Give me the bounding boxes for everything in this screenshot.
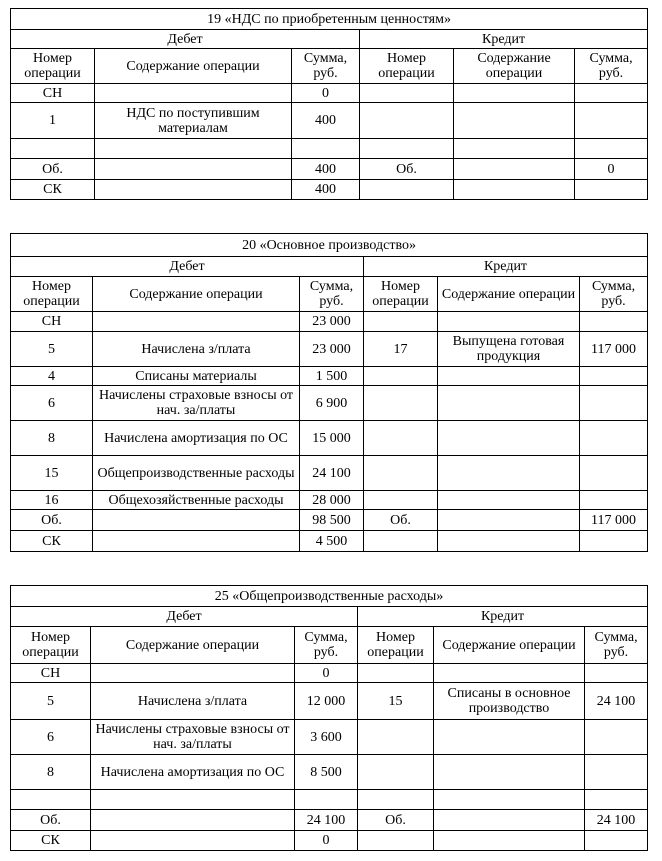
debit-content xyxy=(95,180,292,200)
credit-sum-header: Сумма, руб. xyxy=(585,627,648,664)
table-row xyxy=(11,790,648,810)
debit-op-no: СК xyxy=(11,180,95,200)
table-row xyxy=(11,831,648,851)
credit-op-no xyxy=(358,664,434,683)
debit-sum: 400 xyxy=(292,180,360,200)
credit-content: Выпущена готовая продукция xyxy=(438,332,580,367)
debit-sum: 24 100 xyxy=(295,810,358,831)
credit-sum xyxy=(575,84,648,103)
credit-content xyxy=(454,103,575,139)
debit-op-no: Об. xyxy=(11,810,91,831)
debit-content xyxy=(91,831,295,851)
credit-op-no: 17 xyxy=(364,332,438,367)
debit-header: Дебет xyxy=(11,257,364,277)
debit-sum: 400 xyxy=(292,159,360,180)
credit-content xyxy=(454,84,575,103)
credit-op-no xyxy=(364,531,438,552)
debit-sum: 24 100 xyxy=(300,456,364,491)
debit-op-no xyxy=(11,139,95,159)
credit-content xyxy=(438,491,580,510)
debit-content xyxy=(95,159,292,180)
table-row xyxy=(11,84,648,103)
debit-content: Списаны материалы xyxy=(93,367,300,386)
table-row xyxy=(11,367,648,386)
table-row xyxy=(11,456,648,491)
debit-op-no: 15 xyxy=(11,456,93,491)
account-25-table xyxy=(10,585,648,851)
debit-header: Дебет xyxy=(11,607,358,627)
debit-op-no-header: Номер операции xyxy=(11,627,91,664)
debit-content xyxy=(91,664,295,683)
credit-sum xyxy=(580,312,648,332)
debit-sum: 28 000 xyxy=(300,491,364,510)
credit-header: Кредит xyxy=(358,607,648,627)
credit-content xyxy=(434,755,585,790)
credit-content xyxy=(438,312,580,332)
credit-content-header: Содержание операции xyxy=(454,49,575,84)
debit-op-no: 5 xyxy=(11,683,91,720)
debit-op-no: 16 xyxy=(11,491,93,510)
debit-content xyxy=(91,810,295,831)
credit-sum xyxy=(580,491,648,510)
credit-sum xyxy=(575,103,648,139)
credit-content xyxy=(454,180,575,200)
table-row xyxy=(11,755,648,790)
credit-op-no xyxy=(360,139,454,159)
debit-sum-header: Сумма, руб. xyxy=(292,49,360,84)
credit-op-no-header: Номер операции xyxy=(364,277,438,312)
debit-op-no: СН xyxy=(11,312,93,332)
table-row xyxy=(11,332,648,367)
debit-op-no xyxy=(11,790,91,810)
credit-op-no: Об. xyxy=(364,510,438,531)
credit-content xyxy=(454,159,575,180)
table-row xyxy=(11,139,648,159)
debit-sum xyxy=(295,790,358,810)
debit-content xyxy=(93,531,300,552)
debit-content xyxy=(95,84,292,103)
credit-sum: 24 100 xyxy=(585,683,648,720)
credit-content xyxy=(434,790,585,810)
credit-content xyxy=(434,664,585,683)
credit-sum xyxy=(580,421,648,456)
table-row xyxy=(11,683,648,720)
table-row xyxy=(11,386,648,421)
debit-op-no: Об. xyxy=(11,510,93,531)
account-20-table xyxy=(10,233,648,552)
credit-content xyxy=(434,720,585,755)
credit-content: Списаны в основное производство xyxy=(434,683,585,720)
debit-op-no: 8 xyxy=(11,755,91,790)
debit-sum xyxy=(292,139,360,159)
credit-sum xyxy=(580,456,648,491)
debit-sum: 3 600 xyxy=(295,720,358,755)
credit-sum xyxy=(585,755,648,790)
credit-op-no: Об. xyxy=(358,810,434,831)
debit-sum-header: Сумма, руб. xyxy=(300,277,364,312)
credit-content xyxy=(434,810,585,831)
credit-op-no xyxy=(364,491,438,510)
credit-sum: 117 000 xyxy=(580,510,648,531)
debit-content: Начислена амортизация по ОС xyxy=(93,421,300,456)
credit-op-no xyxy=(364,312,438,332)
table-row xyxy=(11,312,648,332)
credit-content xyxy=(438,456,580,491)
debit-sum: 4 500 xyxy=(300,531,364,552)
debit-sum: 23 000 xyxy=(300,312,364,332)
debit-op-no: 5 xyxy=(11,332,93,367)
debit-op-no: 8 xyxy=(11,421,93,456)
debit-header: Дебет xyxy=(11,30,360,49)
table-row xyxy=(11,510,648,531)
credit-content xyxy=(438,421,580,456)
credit-content-header: Содержание операции xyxy=(434,627,585,664)
table-row xyxy=(11,664,648,683)
credit-op-no xyxy=(360,103,454,139)
debit-sum: 6 900 xyxy=(300,386,364,421)
credit-op-no xyxy=(358,720,434,755)
debit-content: Общехозяйственные расходы xyxy=(93,491,300,510)
debit-sum: 15 000 xyxy=(300,421,364,456)
debit-content: Начислена амортизация по ОС xyxy=(91,755,295,790)
debit-op-no: СН xyxy=(11,84,95,103)
credit-op-no xyxy=(360,180,454,200)
credit-op-no: Об. xyxy=(360,159,454,180)
credit-sum xyxy=(575,180,648,200)
debit-content-header: Содержание операции xyxy=(95,49,292,84)
credit-sum xyxy=(580,386,648,421)
debit-sum: 98 500 xyxy=(300,510,364,531)
credit-sum xyxy=(585,831,648,851)
table-row xyxy=(11,180,648,200)
account-title: 20 «Основное производство» xyxy=(11,234,648,257)
debit-sum: 0 xyxy=(295,664,358,683)
debit-op-no-header: Номер операции xyxy=(11,49,95,84)
debit-content xyxy=(91,790,295,810)
debit-content xyxy=(93,312,300,332)
credit-content xyxy=(454,139,575,159)
debit-content: Начислены страховые взносы от нач. за/платы xyxy=(91,720,295,755)
credit-header: Кредит xyxy=(364,257,648,277)
credit-sum: 0 xyxy=(575,159,648,180)
credit-sum xyxy=(585,720,648,755)
credit-header: Кредит xyxy=(360,30,648,49)
debit-op-no: 6 xyxy=(11,386,93,421)
debit-content xyxy=(95,139,292,159)
debit-content: НДС по поступившим материалам xyxy=(95,103,292,139)
credit-sum-header: Сумма, руб. xyxy=(580,277,648,312)
credit-op-no xyxy=(364,421,438,456)
debit-content: Общепроизводственные расходы xyxy=(93,456,300,491)
table-row xyxy=(11,103,648,139)
debit-op-no: Об. xyxy=(11,159,95,180)
credit-sum xyxy=(585,790,648,810)
debit-content: Начислена з/плата xyxy=(91,683,295,720)
table-row xyxy=(11,720,648,755)
table-row xyxy=(11,531,648,552)
credit-content xyxy=(438,386,580,421)
table-row xyxy=(11,491,648,510)
debit-op-no: 4 xyxy=(11,367,93,386)
debit-content: Начислена з/плата xyxy=(93,332,300,367)
credit-sum xyxy=(580,531,648,552)
account-19-table xyxy=(10,8,648,200)
credit-sum xyxy=(585,664,648,683)
table-row xyxy=(11,421,648,456)
credit-sum xyxy=(575,139,648,159)
debit-sum: 0 xyxy=(295,831,358,851)
credit-op-no xyxy=(358,831,434,851)
debit-content: Начислены страховые взносы от нач. за/платы xyxy=(93,386,300,421)
debit-op-no: 6 xyxy=(11,720,91,755)
credit-content xyxy=(438,367,580,386)
debit-op-no: СН xyxy=(11,664,91,683)
debit-sum: 0 xyxy=(292,84,360,103)
table-row xyxy=(11,159,648,180)
table-row xyxy=(11,810,648,831)
debit-content xyxy=(93,510,300,531)
debit-op-no-header: Номер операции xyxy=(11,277,93,312)
debit-sum: 8 500 xyxy=(295,755,358,790)
credit-content-header: Содержание операции xyxy=(438,277,580,312)
credit-content xyxy=(438,510,580,531)
credit-op-no xyxy=(360,84,454,103)
credit-op-no xyxy=(358,790,434,810)
debit-sum: 12 000 xyxy=(295,683,358,720)
account-title: 25 «Общепроизводственные расходы» xyxy=(11,586,648,607)
credit-op-no xyxy=(358,755,434,790)
credit-op-no-header: Номер операции xyxy=(360,49,454,84)
credit-op-no-header: Номер операции xyxy=(358,627,434,664)
credit-content xyxy=(438,531,580,552)
credit-sum-header: Сумма, руб. xyxy=(575,49,648,84)
credit-op-no xyxy=(364,367,438,386)
debit-content-header: Содержание операции xyxy=(91,627,295,664)
debit-sum: 23 000 xyxy=(300,332,364,367)
credit-content xyxy=(434,831,585,851)
credit-op-no: 15 xyxy=(358,683,434,720)
debit-sum-header: Сумма, руб. xyxy=(295,627,358,664)
credit-sum: 24 100 xyxy=(585,810,648,831)
debit-sum: 1 500 xyxy=(300,367,364,386)
debit-op-no: СК xyxy=(11,831,91,851)
debit-content-header: Содержание операции xyxy=(93,277,300,312)
credit-op-no xyxy=(364,386,438,421)
credit-sum: 117 000 xyxy=(580,332,648,367)
credit-op-no xyxy=(364,456,438,491)
account-title: 19 «НДС по приобретенным ценностям» xyxy=(11,9,648,30)
credit-sum xyxy=(580,367,648,386)
debit-op-no: 1 xyxy=(11,103,95,139)
debit-sum: 400 xyxy=(292,103,360,139)
debit-op-no: СК xyxy=(11,531,93,552)
